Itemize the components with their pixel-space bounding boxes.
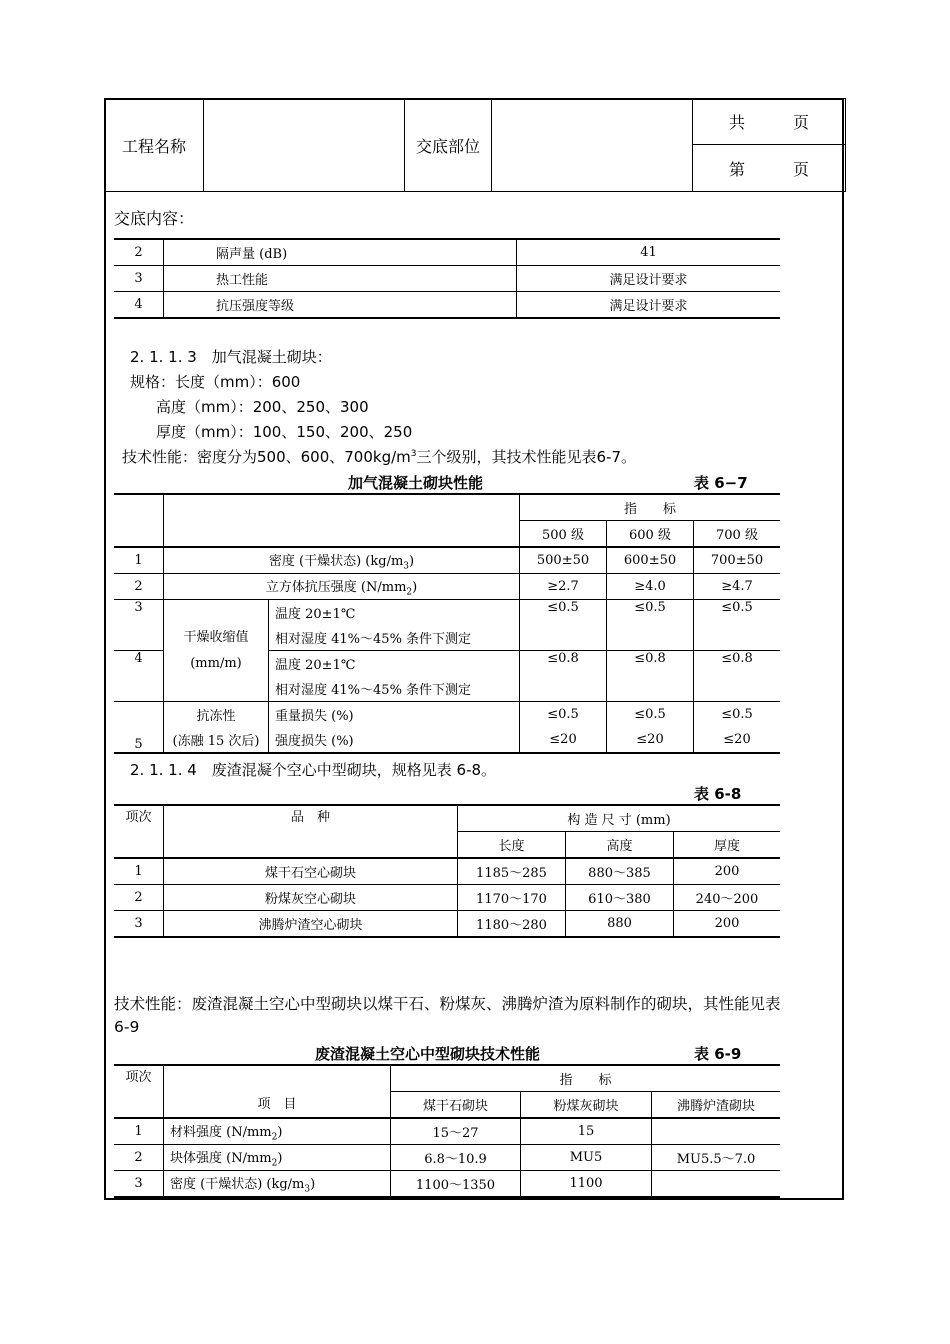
cell-value: ≤0.5 (607, 702, 694, 728)
row-item (164, 547, 520, 574)
row-no: 2 (114, 1145, 164, 1171)
frost-sub-label: (冻融 15 次后) (164, 727, 269, 753)
cell-value: 1100 (521, 1171, 652, 1198)
weight-loss: 重量损失 (%) (269, 702, 520, 728)
cell-value: ≤0.5 (607, 600, 694, 651)
cell-length: 1185～285 (458, 858, 566, 885)
spec-thickness: 厚度（mm）：100、150、200、250 (156, 423, 413, 441)
row-no: 5 (114, 702, 164, 754)
page-number: 第 页 (693, 145, 846, 192)
cell-value: ≤0.5 (520, 702, 607, 728)
table69-title: 废渣混凝土空心中型砌块技术性能 (315, 1045, 541, 1063)
cell-value (652, 1171, 781, 1198)
table-row (114, 239, 780, 266)
item-text: 块体强度 (N/mm (170, 1150, 272, 1166)
cell-value: ≥2.7 (520, 574, 607, 600)
table-row (114, 1118, 780, 1145)
table-row (114, 266, 780, 292)
row-no: 1 (114, 858, 164, 885)
cell-value: ≤20 (694, 727, 781, 753)
shrink-label (164, 600, 269, 702)
row-no: 2 (114, 574, 164, 600)
row-item (164, 1145, 391, 1171)
tech-prefix: 技术性能：密度分为500、600、700kg/m (122, 448, 411, 466)
condition-temp: 温度 20±1℃ (269, 651, 520, 677)
condition-temp: 温度 20±1℃ (269, 600, 520, 626)
cell-value: 500±50 (520, 547, 607, 574)
item-sub: 3 (304, 1184, 311, 1195)
row-no: 3 (114, 600, 164, 651)
item-text: 材料强度 (N/mm (170, 1124, 272, 1140)
col-size-header: 构 造 尺 寸 (mm) (458, 805, 781, 832)
col-no-header: 项次 (114, 1065, 164, 1118)
tech-paragraph-line1: 技术性能：废渣混凝土空心中型砌块以煤干石、粉煤灰、沸腾炉渣为原料制作的砌块，其性能见表 (114, 995, 781, 1013)
cell-height: 610～380 (566, 885, 674, 911)
item-close: ) (310, 1176, 316, 1192)
tech-sup: 3 (410, 449, 417, 459)
content-label: 交底内容： (114, 209, 195, 228)
cell-value: 6.8～10.9 (391, 1145, 521, 1171)
col-length: 长度 (458, 832, 566, 859)
row-item (164, 1118, 391, 1145)
cell-value: 700±50 (694, 547, 781, 574)
cell-value: ≤20 (607, 727, 694, 753)
table-row (114, 547, 780, 574)
col-kind-header: 品 种 (164, 805, 458, 858)
row-kind: 粉煤灰空心砌块 (164, 885, 458, 911)
col-coal-gangue: 煤干石砌块 (391, 1092, 521, 1119)
grade-600: 600 级 (607, 521, 694, 548)
grade-500: 500 级 (520, 521, 607, 548)
shrink-label-line1: 干燥收缩值 (183, 629, 249, 645)
table-row (114, 600, 780, 626)
row-item (164, 1171, 391, 1198)
row-value: 满足设计要求 (517, 292, 781, 319)
table-row (114, 702, 780, 728)
table-row (114, 1171, 780, 1198)
grade-700: 700 级 (694, 521, 781, 548)
cell-height: 880～385 (566, 858, 674, 885)
table-row (114, 574, 780, 600)
cell-value: ≥4.0 (607, 574, 694, 600)
item-sub: 3 (403, 561, 410, 572)
cell-thickness: 240～200 (674, 885, 781, 911)
location-label: 交底部位 (405, 99, 492, 192)
cell-value: ≥4.7 (694, 574, 781, 600)
cell-height: 880 (566, 911, 674, 938)
item-close: ) (277, 1150, 283, 1166)
row-no: 2 (114, 885, 164, 911)
spec-height: 高度（mm）：200、250、300 (156, 398, 369, 416)
cell-value: MU5.5～7.0 (652, 1145, 781, 1171)
shrink-label-line2: (mm/m) (190, 655, 242, 671)
cell-thickness: 200 (674, 911, 781, 938)
continuation-table (114, 238, 780, 319)
cell-value: ≤0.5 (694, 600, 781, 651)
row-item: 抗压强度等级 (164, 292, 517, 319)
row-no: 2 (114, 239, 164, 266)
item-text: 密度 (干燥状态) (kg/m (268, 553, 404, 569)
tech-suffix: 三个级别，其技术性能见表6-7。 (416, 448, 637, 466)
table-6-8 (114, 804, 780, 938)
col-no-header: 项次 (114, 805, 164, 858)
item-text: 立方体抗压强度 (N/mm (265, 579, 407, 595)
strength-loss: 强度损失 (%) (269, 727, 520, 753)
tech-paragraph-line2: 6-9 (114, 1018, 140, 1036)
corner-cell (114, 494, 164, 547)
col-thickness: 厚度 (674, 832, 781, 859)
location-value (492, 99, 693, 192)
cell-value: 1100～1350 (391, 1171, 521, 1198)
row-no: 1 (114, 547, 164, 574)
col-fly-ash: 粉煤灰砌块 (521, 1092, 652, 1119)
cell-value: 15 (521, 1118, 652, 1145)
item-text: 密度 (干燥状态) (kg/m (170, 1176, 305, 1192)
indicator-header: 指 标 (520, 494, 781, 521)
indicator-header: 指 标 (391, 1065, 781, 1092)
row-item (164, 574, 520, 600)
row-no: 3 (114, 911, 164, 938)
cell-value: 600±50 (607, 547, 694, 574)
cell-value: ≤0.8 (607, 651, 694, 702)
cell-value: ≤0.5 (520, 600, 607, 651)
cell-value: ≤0.5 (694, 702, 781, 728)
header-table (104, 98, 846, 192)
table67-number: 表 6−7 (694, 474, 748, 492)
cell-value: 15～27 (391, 1118, 521, 1145)
tech-performance-line (122, 446, 636, 467)
section-heading-2113: 2. 1. 1. 3 加气混凝土砌块： (130, 348, 332, 366)
table-6-7 (114, 493, 780, 754)
col-item-header: 项 目 (164, 1065, 391, 1118)
table69-number: 表 6-9 (694, 1045, 742, 1063)
row-item: 热工性能 (164, 266, 517, 292)
condition-humidity: 相对湿度 41%～45% 条件下测定 (269, 625, 520, 651)
cell-thickness: 200 (674, 858, 781, 885)
table-row (114, 292, 780, 319)
row-value: 41 (517, 239, 781, 266)
row-no: 4 (114, 292, 164, 319)
row-no: 3 (114, 266, 164, 292)
condition-humidity: 相对湿度 41%～45% 条件下测定 (269, 676, 520, 702)
table-6-9 (114, 1064, 780, 1198)
col-furnace-slag: 沸腾炉渣砌块 (652, 1092, 781, 1119)
item-close: ) (277, 1124, 283, 1140)
cell-value: ≤0.8 (694, 651, 781, 702)
table68-number: 表 6-8 (694, 785, 742, 803)
row-kind: 煤干石空心砌块 (164, 858, 458, 885)
table-row (114, 858, 780, 885)
cell-value (652, 1118, 781, 1145)
col-height: 高度 (566, 832, 674, 859)
table-row (114, 911, 780, 938)
table67-title: 加气混凝土砌块性能 (348, 474, 484, 492)
table-row (114, 1145, 780, 1171)
cell-length: 1170～170 (458, 885, 566, 911)
item-header (164, 494, 520, 547)
section-heading-2114: 2. 1. 1. 4 废渣混凝个空心中型砌块，规格见表 6-8。 (130, 761, 497, 779)
item-close: ) (412, 579, 418, 595)
table-row (114, 885, 780, 911)
cell-value: ≤0.8 (520, 651, 607, 702)
row-item: 隔声量 (dB) (164, 239, 517, 266)
cell-value: ≤20 (520, 727, 607, 753)
item-sub: 2 (271, 1158, 278, 1169)
project-name-label: 工程名称 (105, 99, 204, 192)
spec-length: 规格：长度（mm）：600 (130, 373, 301, 391)
cell-value: MU5 (521, 1145, 652, 1171)
project-name-value (204, 99, 405, 192)
item-close: ) (409, 553, 415, 569)
cell-length: 1180～280 (458, 911, 566, 938)
total-pages: 共 页 (693, 99, 846, 145)
row-value: 满足设计要求 (517, 266, 781, 292)
row-no: 1 (114, 1118, 164, 1145)
row-no: 3 (114, 1171, 164, 1198)
row-kind: 沸腾炉渣空心砌块 (164, 911, 458, 938)
item-sub: 2 (271, 1132, 278, 1143)
row-no: 4 (114, 651, 164, 702)
frost-label: 抗冻性 (164, 702, 269, 728)
item-sub: 2 (406, 587, 413, 598)
